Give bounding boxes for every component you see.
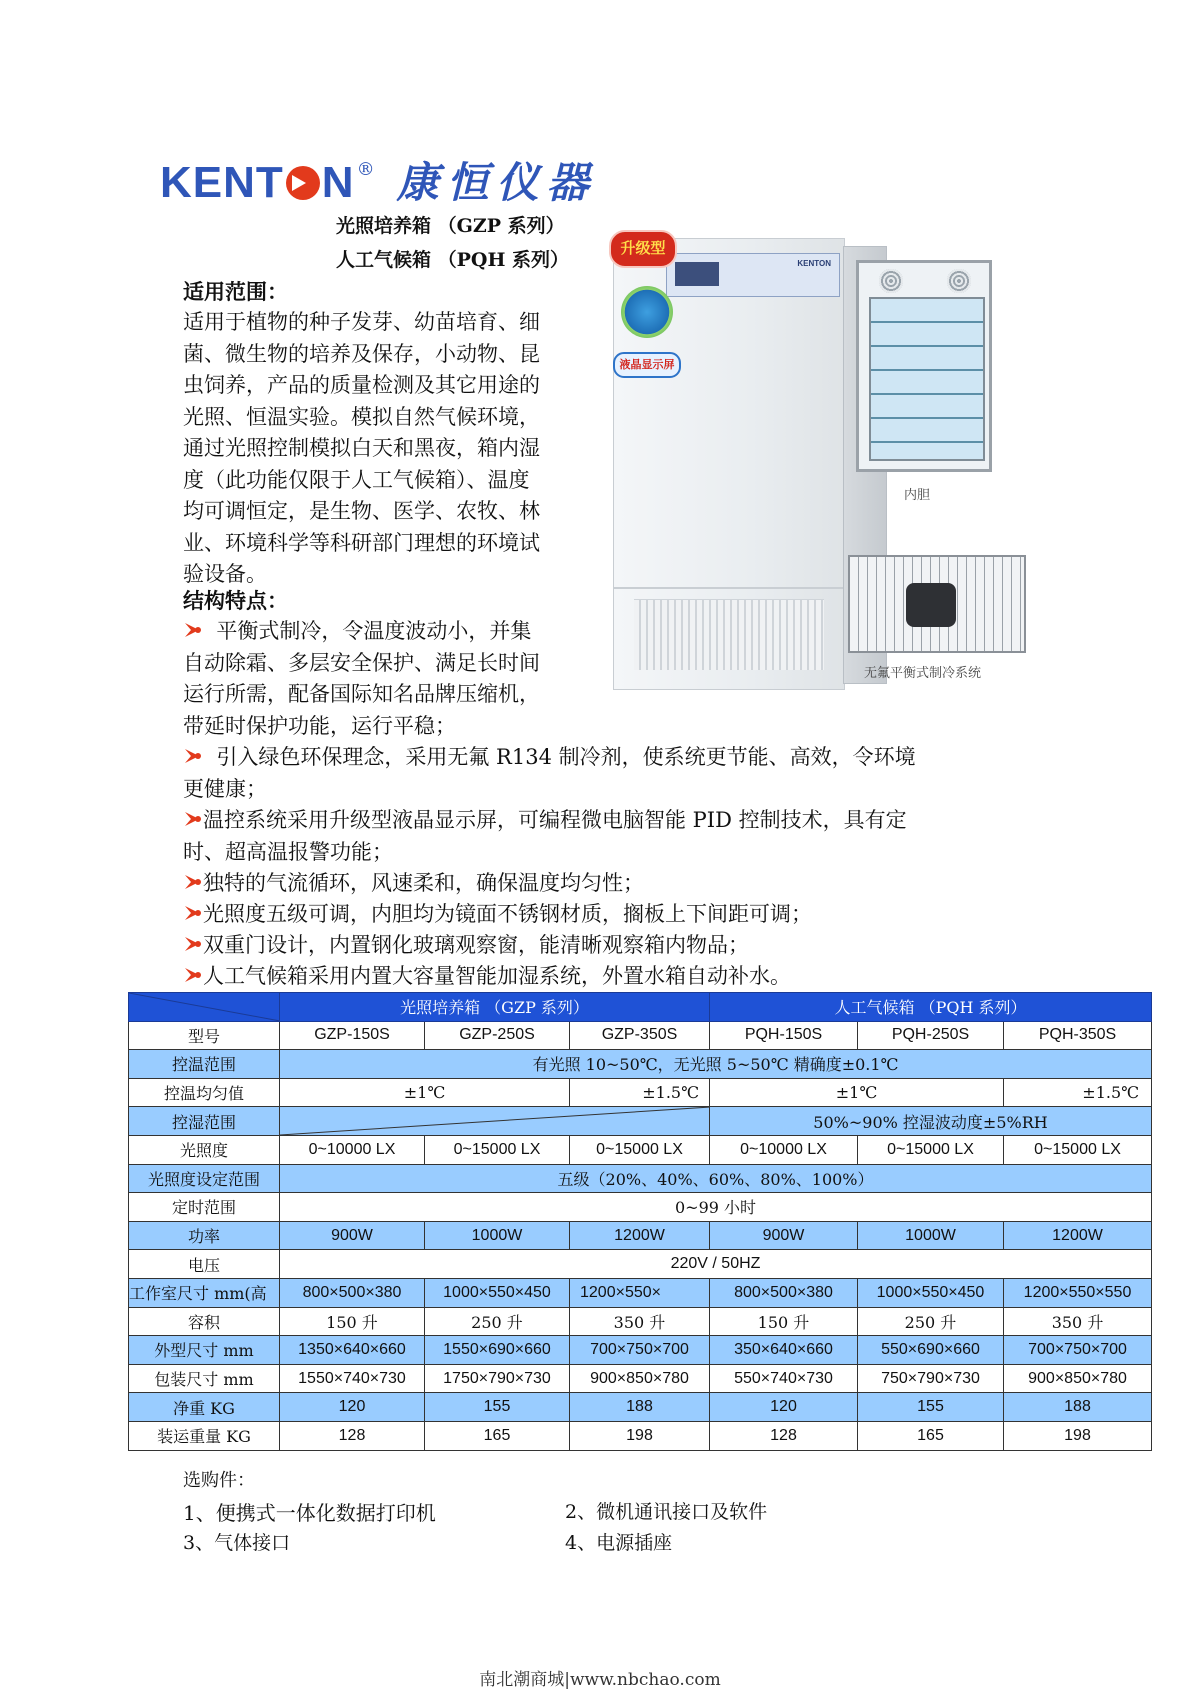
table-cell: 1200W — [1004, 1221, 1152, 1250]
table-cell: ±1℃ — [710, 1078, 1004, 1107]
shelf-rack — [869, 297, 985, 461]
table-cell: 550×690×660 — [858, 1336, 1004, 1365]
table-cell: 1000×550×450 — [425, 1278, 570, 1307]
table-cell: 800×500×380 — [710, 1278, 858, 1307]
feature-text: 人工气候箱采用内置大容量智能加湿系统，外置水箱自动补水。 — [203, 964, 791, 988]
option-item: 2、微机通讯接口及软件 — [565, 1501, 768, 1523]
row-label: 净重 KG — [129, 1393, 280, 1422]
table-cell: 150 升 — [280, 1307, 425, 1336]
table-cell: 0~10000 LX — [280, 1135, 425, 1164]
scope-line: 菌、微生物的培养及保存，小动物、昆 — [183, 341, 540, 366]
header-gzp-series: 光照培养箱 （GZP 系列） — [280, 993, 710, 1022]
panel-brand: KENTON — [797, 259, 831, 268]
spec-table — [128, 992, 1152, 1451]
table-cell: 165 — [858, 1421, 1004, 1450]
compressor-icon — [906, 583, 956, 627]
row-label: 控湿范围 — [129, 1107, 280, 1136]
bullet-icon — [183, 903, 203, 923]
table-cell: 0~10000 LX — [710, 1135, 858, 1164]
feature-text: 时、超高温报警功能； — [183, 839, 393, 864]
table-cell: 900×850×780 — [1004, 1364, 1152, 1393]
table-cell: 198 — [1004, 1421, 1152, 1450]
compressor-caption: 无氟平衡式制冷系统 — [864, 665, 982, 680]
fan-icon — [947, 269, 971, 293]
table-cell: ±1℃ — [280, 1078, 570, 1107]
table-cell: 800×500×380 — [280, 1278, 425, 1307]
table-cell: GZP-250S — [425, 1021, 570, 1050]
row-label: 电压 — [129, 1250, 280, 1279]
feature-text: 独特的气流循环，风速柔和，确保温度均匀性； — [203, 871, 644, 895]
scope-line: 度（此功能仅限于人工气候箱）、温度 — [183, 467, 530, 492]
table-row — [129, 1021, 1152, 1050]
lcd-display — [675, 262, 719, 286]
table-row — [129, 1250, 1152, 1279]
fan-icon — [879, 269, 903, 293]
option-item: 4、电源插座 — [565, 1532, 673, 1554]
feature-text: 双重门设计，内置钢化玻璃观察窗，能清晰观察箱内物品； — [203, 933, 749, 957]
table-cell: 188 — [1004, 1393, 1152, 1422]
feature-item-5 — [183, 899, 1063, 931]
row-label: 外型尺寸 mm — [129, 1336, 280, 1365]
feature-item-2 — [183, 742, 1063, 805]
door-divider — [614, 587, 844, 589]
table-cell: 1200W — [570, 1221, 710, 1250]
table-cell: 155 — [858, 1393, 1004, 1422]
header-pqh-series: 人工气候箱 （PQH 系列） — [710, 993, 1152, 1022]
table-cell: 198 — [570, 1421, 710, 1450]
upgrade-badge: 升级型 — [609, 230, 677, 268]
bullet-icon — [183, 934, 203, 954]
option-item: 3、气体接口 — [183, 1532, 291, 1554]
feature-text: 光照度五级可调，内胆均为镜面不锈钢材质，搁板上下间距可调； — [203, 902, 812, 926]
row-label: 容积 — [129, 1307, 280, 1336]
bullet-icon — [183, 746, 203, 766]
row-label: 光照度设定范围 — [129, 1164, 280, 1193]
option-item: 1、便携式一体化数据打印机 — [183, 1501, 436, 1525]
row-label: 光照度 — [129, 1135, 280, 1164]
series-title-gzp: 光照培养箱 （GZP 系列） — [336, 215, 565, 237]
table-row — [129, 1364, 1152, 1393]
table-cell: 五级（20%、40%、60%、80%、100%） — [280, 1164, 1152, 1193]
feature-item-7 — [183, 961, 1063, 993]
table-cell: 1550×690×660 — [425, 1336, 570, 1365]
table-cell: 1350×640×660 — [280, 1336, 425, 1365]
scope-line: 均可调恒定，是生物、医学、农牧、林 — [183, 499, 540, 523]
table-cell: 900×850×780 — [570, 1364, 710, 1393]
scope-paragraph — [183, 307, 603, 591]
header-corner-cell — [129, 993, 280, 1022]
feature-item-3 — [183, 805, 1063, 868]
series-title-pqh: 人工气候箱 （PQH 系列） — [336, 249, 570, 271]
scope-line: 通过光照控制模拟白天和黑夜，箱内湿 — [183, 436, 540, 460]
scope-line: 虫饲养，产品的质量检测及其它用途的 — [183, 373, 540, 397]
table-cell: 155 — [425, 1393, 570, 1422]
table-row — [129, 1421, 1152, 1450]
scope-line: 适用于植物的种子发芽、幼苗培育、细 — [183, 310, 540, 334]
table-cell: 188 — [570, 1393, 710, 1422]
table-cell: PQH-250S — [858, 1021, 1004, 1050]
logo-wordmark-head: KENT — [160, 158, 284, 207]
row-label: 功率 — [129, 1221, 280, 1250]
inner-chamber-frame — [856, 260, 992, 472]
row-label: 工作室尺寸 mm(高 — [129, 1278, 280, 1307]
na-cell — [280, 1107, 710, 1136]
table-cell: 165 — [425, 1421, 570, 1450]
table-row — [129, 1078, 1152, 1107]
feature-text: 温控系统采用升级型液晶显示屏，可编程微电脑智能 PID 控制技术，具有定 — [203, 808, 907, 832]
row-label: 控温范围 — [129, 1050, 280, 1079]
row-label: 装运重量 KG — [129, 1421, 280, 1450]
row-label: 定时范围 — [129, 1193, 280, 1222]
table-row — [129, 1336, 1152, 1365]
table-cell: 350 升 — [1004, 1307, 1152, 1336]
table-row — [129, 1050, 1152, 1079]
table-cell: 1000×550×450 — [858, 1278, 1004, 1307]
scope-line: 验设备。 — [183, 562, 267, 586]
table-header-row — [129, 993, 1152, 1022]
row-label: 控温均匀值 — [129, 1078, 280, 1107]
table-cell: ±1.5℃ — [570, 1078, 710, 1107]
feature-item-1 — [183, 616, 603, 742]
feature-text: 运行所需，配备国际知名品牌压缩机， — [183, 682, 540, 706]
table-row — [129, 1107, 1152, 1136]
table-cell: 1200×550×550 — [1004, 1278, 1152, 1307]
registered-mark: ® — [356, 159, 375, 180]
logo-wordmark-tail: N — [321, 158, 355, 207]
table-cell: 0~15000 LX — [858, 1135, 1004, 1164]
bullet-icon — [183, 872, 203, 892]
table-cell: 250 升 — [425, 1307, 570, 1336]
row-label: 型号 — [129, 1021, 280, 1050]
features-heading: 结构特点： — [183, 588, 288, 613]
table-cell: ±1.5℃ — [1004, 1078, 1152, 1107]
inner-chamber-image — [856, 260, 992, 472]
table-cell: GZP-150S — [280, 1021, 425, 1050]
bullet-icon — [183, 809, 203, 829]
table-cell: 128 — [280, 1421, 425, 1450]
feature-text: 平衡式制冷，令温度波动小，并集 — [216, 619, 532, 643]
control-panel — [666, 253, 840, 297]
logo-play-icon — [286, 166, 320, 200]
feature-item-4 — [183, 868, 1063, 900]
table-row — [129, 1307, 1152, 1336]
table-cell: 120 — [280, 1393, 425, 1422]
scope-line: 业、环境科学等科研部门理想的环境试 — [183, 530, 540, 555]
table-cell: 700×750×700 — [570, 1336, 710, 1365]
table-cell: 0~15000 LX — [1004, 1135, 1152, 1164]
table-cell: 150 升 — [710, 1307, 858, 1336]
table-row — [129, 1164, 1152, 1193]
table-cell: 900W — [280, 1221, 425, 1250]
footer-text: 南北潮商城|www.nbchao.com — [479, 1670, 721, 1690]
table-cell: 250 升 — [858, 1307, 1004, 1336]
table-cell: PQH-350S — [1004, 1021, 1152, 1050]
table-cell: 1200×550× — [570, 1278, 710, 1307]
table-cell: 700×750×700 — [1004, 1336, 1152, 1365]
feature-text: 引入绿色环保理念，采用无氟 R134 制冷剂，使系统更节能、高效，令环境 — [216, 745, 916, 769]
compressor-image — [848, 555, 1026, 653]
table-cell: 220V / 50HZ — [280, 1250, 1152, 1279]
table-cell: 350 升 — [570, 1307, 710, 1336]
table-cell: 550×740×730 — [710, 1364, 858, 1393]
table-cell: GZP-350S — [570, 1021, 710, 1050]
table-cell: 350×640×660 — [710, 1336, 858, 1365]
feature-text: 自动除霜、多层安全保护、满足长时间 — [183, 650, 540, 675]
feature-text: 更健康； — [183, 776, 267, 801]
table-cell: 1000W — [425, 1221, 570, 1250]
table-row — [129, 1221, 1152, 1250]
lcd-badge: 液晶显示屏 — [613, 352, 681, 378]
options-heading: 选购件： — [183, 1470, 255, 1491]
table-cell: 50%~90% 控湿波动度±5%RH — [710, 1107, 1152, 1136]
table-cell: 有光照 10~50℃，无光照 5~50℃ 精确度±0.1℃ — [280, 1050, 1152, 1079]
table-cell: 0~15000 LX — [425, 1135, 570, 1164]
table-cell: 1550×740×730 — [280, 1364, 425, 1393]
bullet-icon — [183, 965, 203, 985]
bullet-icon — [183, 620, 203, 640]
feature-text: 带延时保护功能，运行平稳； — [183, 713, 456, 738]
table-row — [129, 1193, 1152, 1222]
table-cell: 1000W — [858, 1221, 1004, 1250]
scope-heading: 适用范围： — [183, 279, 288, 304]
table-cell: 128 — [710, 1421, 858, 1450]
logo-wordmark — [160, 160, 355, 206]
row-label: 包装尺寸 mm — [129, 1364, 280, 1393]
table-cell: 0~99 小时 — [280, 1193, 1152, 1222]
scope-line: 光照、恒温实验。模拟自然气候环境， — [183, 404, 540, 429]
table-cell: PQH-150S — [710, 1021, 858, 1050]
table-row — [129, 1393, 1152, 1422]
table-cell: 120 — [710, 1393, 858, 1422]
eco-globe-icon — [621, 286, 673, 338]
inner-caption: 内胆 — [904, 487, 931, 502]
brand-logo — [160, 160, 597, 206]
table-cell: 750×790×730 — [858, 1364, 1004, 1393]
logo-chinese: 康恒仪器 — [396, 158, 597, 207]
feature-item-6 — [183, 930, 1063, 962]
table-row — [129, 1135, 1152, 1164]
table-cell: 900W — [710, 1221, 858, 1250]
vent-grille — [634, 599, 824, 670]
table-cell: 1750×790×730 — [425, 1364, 570, 1393]
table-row — [129, 1278, 1152, 1307]
table-cell: 0~15000 LX — [570, 1135, 710, 1164]
